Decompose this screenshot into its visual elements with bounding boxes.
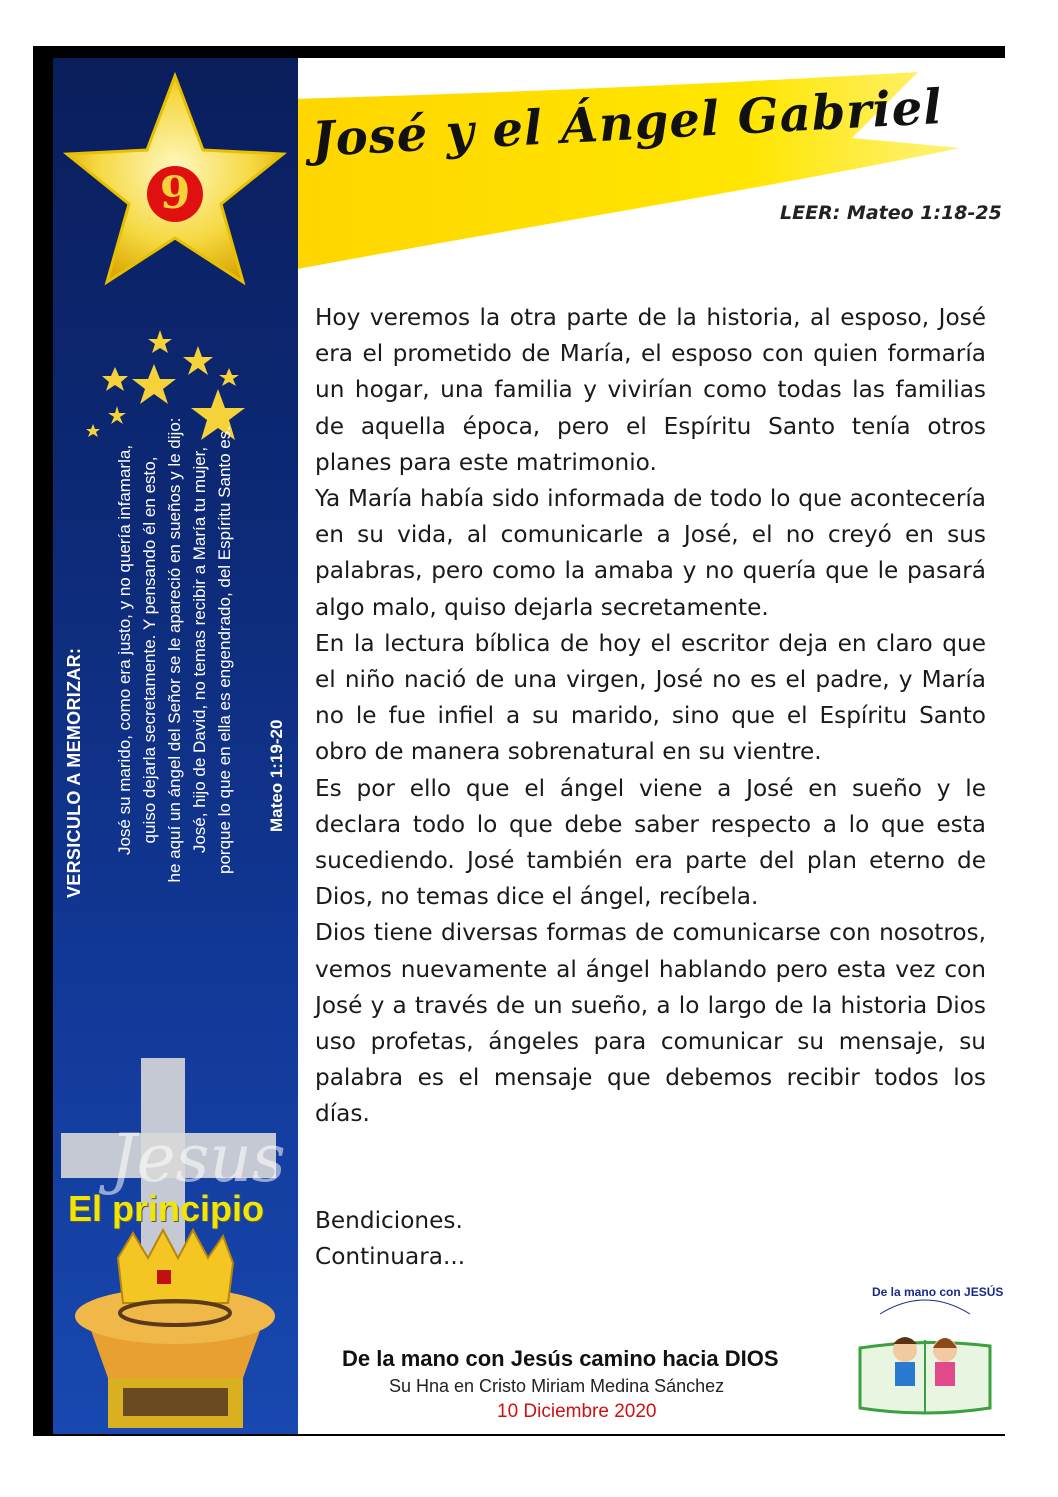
series-script: Jesus [110, 1120, 286, 1197]
verse-line: porque lo que en ella es engendrado, del Espíritu Santo es. [215, 426, 234, 874]
logo-text: De la mano con JESÚS [872, 1285, 1004, 1299]
manger-icon [75, 1288, 275, 1428]
series-title: El principio [68, 1188, 265, 1229]
reading-reference: LEER: Mateo 1:18-25 [780, 202, 1002, 224]
memory-verse [62, 280, 292, 1040]
paragraph: Es por ello que el ángel viene a José en sueño y le declara todo lo que debe saber respecto a lo que esta sucediendo. José también era parte del plan eterno de Dios, no temas dice el ángel, recíbela. [315, 774, 986, 911]
verse-line: José su marido, como era justo, y no quería infamarla, [115, 444, 134, 856]
verse-reference: Mateo 1:19-20 [267, 719, 286, 832]
verse-text [112, 290, 237, 1010]
verse-line: quiso dejarla secretamente. Y pensando él en esto, [140, 456, 159, 844]
ministry-logo [850, 1278, 1000, 1426]
continue-text: Continuara... [315, 1243, 466, 1271]
paragraph: Dios tiene diversas formas de comunicarse con nosotros, vemos nuevamente al ángel hablando pero esta vez con José y a través de un sueño, a lo largo de la historia Dios uso profetas, ángeles para comunicar su mensaje, su palabra es el mensaje que debemos recibir todos los días. [315, 919, 986, 1128]
paragraph: En la lectura bíblica de hoy el escritor deja en claro que el niño nació de una virgen, José no es el padre, y María no le fue infiel a su marido, sino que el Espíritu Santo obro de manera sobrenatural en su vientre. [315, 629, 986, 766]
blessing-text: Bendiciones. [315, 1207, 463, 1234]
verse-line: he aquí un ángel del Señor se le apareció en sueños y le dijo: [165, 417, 184, 883]
paragraph: Hoy veremos la otra parte de la historia, al esposo, José era el prometido de María, el esposo con quien formaría un hogar, una familia y vivirían como todas las familias de aquella época, pero el Espíritu Santo tenía otros planes para este matrimonio. [315, 304, 986, 476]
page-title: José y el Ángel Gabriel [310, 79, 944, 168]
verse-heading: VERSICULO A MEMORIZAR: [64, 647, 84, 898]
footer-date: 10 Diciembre 2020 [497, 1401, 657, 1422]
lesson-body [315, 300, 986, 1133]
footer-author: Su Hna en Cristo Miriam Medina Sánchez [389, 1376, 725, 1396]
paragraph: Ya María había sido informada de todo lo que acontecería en su vida, al comunicarle a José, el no creyó en sus palabras, pero como la amaba y no quería que le pasará algo malo, quiso dejarla secretamente. [315, 485, 986, 621]
bottom-border [33, 1434, 1005, 1436]
lesson-number-badge [147, 166, 203, 222]
verse-line: José, hijo de David, no temas recibir a María tu mujer, [190, 446, 209, 854]
footer-title: De la mano con Jesús camino hacia DIOS [342, 1346, 779, 1371]
closing [315, 1203, 465, 1275]
lesson-number: 9 [159, 168, 191, 219]
